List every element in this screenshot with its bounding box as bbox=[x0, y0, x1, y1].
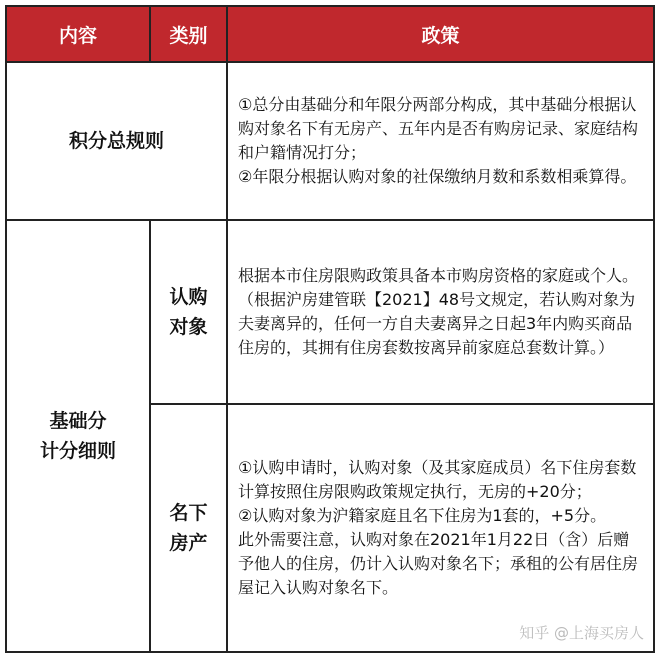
table-row-buyer bbox=[6, 220, 654, 404]
category-line: 房产 bbox=[169, 532, 208, 554]
policy-line: ②年限分根据认购对象的社保缴纳月数和系数相乘算得。 bbox=[238, 167, 637, 186]
header-content: 内容 bbox=[6, 6, 150, 62]
policy-line: （根据沪房建管联【2021】48号文规定，若认购对象为夫妻离异的，任何一方自夫妻离异之日起3年内购买商品住房的，其拥有住房套数按离异前家庭总套数计算。） bbox=[238, 290, 636, 357]
category-buyer bbox=[150, 220, 227, 404]
header-policy: 政策 bbox=[227, 6, 654, 62]
category-line: 认购 bbox=[169, 286, 208, 308]
category-line: 名下 bbox=[169, 502, 208, 524]
watermark: 知乎 @上海买房人 bbox=[519, 624, 644, 642]
category-line: 对象 bbox=[169, 316, 208, 338]
table-row-general bbox=[6, 62, 654, 220]
policy-line: ①总分由基础分和年限分两部分构成，其中基础分根据认购对象名下有无房产、五年内是否有购房记录、家庭结构和户籍情况打分； bbox=[238, 95, 639, 162]
category-property bbox=[150, 404, 227, 652]
header-row bbox=[6, 6, 654, 62]
general-title: 积分总规则 bbox=[6, 62, 227, 220]
policy-line: 根据本市住房限购政策具备本市购房资格的家庭或个人。 bbox=[238, 266, 639, 285]
buyer-policy bbox=[227, 220, 654, 404]
basic-title-line: 基础分 bbox=[49, 410, 107, 432]
general-policy bbox=[227, 62, 654, 220]
policy-table bbox=[5, 5, 655, 653]
policy-line: 此外需要注意，认购对象在2021年1月22日（含）后赠予他人的住房，仍计入认购对象名下；承租的公有居住房屋记入认购对象名下。 bbox=[238, 530, 639, 597]
property-policy bbox=[227, 404, 654, 652]
basic-title bbox=[6, 220, 150, 652]
policy-line: ②认购对象为沪籍家庭且名下住房为1套的，+5分。 bbox=[238, 506, 607, 525]
policy-line: ①认购申请时，认购对象（及其家庭成员）名下住房套数计算按照住房限购政策规定执行，无房的+20分； bbox=[238, 458, 637, 501]
header-category: 类别 bbox=[150, 6, 227, 62]
basic-title-line: 计分细则 bbox=[39, 440, 116, 462]
